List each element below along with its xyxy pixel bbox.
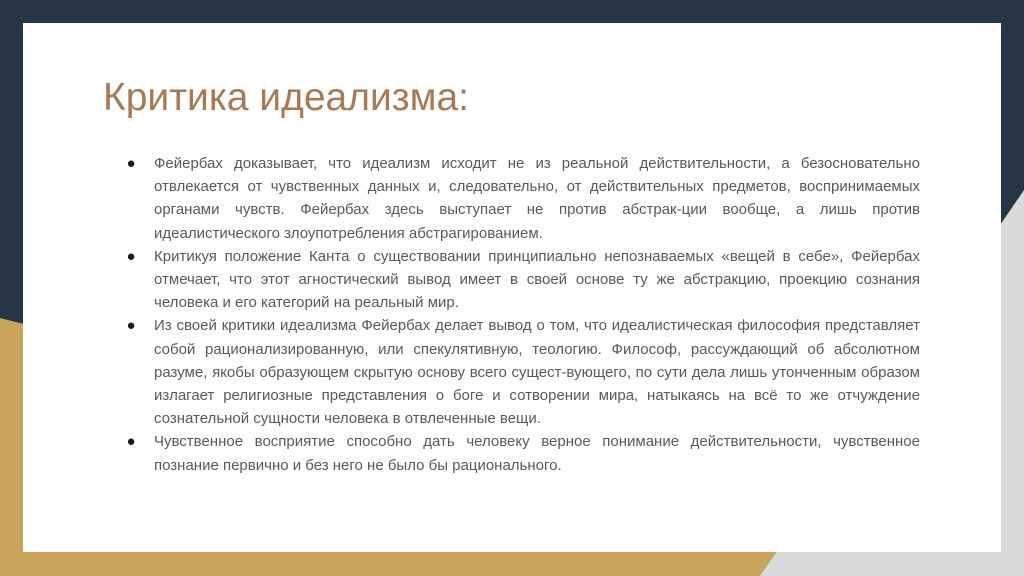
bullet-text: Критикуя положение Канта о существовании принципиально непознаваемых «вещей в себе», Фейербах отмечает, что этот агностический вывод имеет в своей основе ту же абстракцию, проекцию сознания человека и его категорий на реальный мир. (154, 247, 920, 312)
bullet-text: Из своей критики идеализма Фейербах делает вывод о том, что идеалистическая философия представляет собой рационализированную, или спекулятивную, теологию. Философ, рассуждающий об абсолютном разуме, якобы образующем скрытую основу всего сущест-вующего, по сути дела лишь утонченным образом излагает религиозные представления о боге и сотворении мира, натыкаясь на всё то же отчуждение сознательной сущности человека в отвлеченные вещи. (154, 317, 920, 428)
slide-card (23, 23, 1001, 552)
bullet-text: Фейербах доказывает, что идеализм исходит не из реальной действительности, а безосновательно отвлекается от чувственных данных и, следовательно, от действительных предметов, воспринимаемых органами чувств. Фейербах здесь выступает не против абстрак-ции вообще, а лишь против идеалистического злоупотребления абстрагированием. (154, 155, 920, 242)
slide-title: Критика идеализма: (103, 76, 469, 119)
bullet-text: Чувственное восприятие способно дать человеку верное понимание действительности, чувственное познание первично и без него не было бы рационального. (154, 433, 920, 474)
bullet-dot-icon: ● (126, 155, 136, 172)
bullet-dot-icon: ● (126, 247, 136, 265)
bullet-item (126, 152, 920, 245)
bullet-dot-icon: ● (126, 317, 136, 335)
bullet-list (126, 152, 920, 477)
bullet-item (126, 245, 920, 315)
bullet-item (126, 430, 920, 476)
bullet-item (126, 314, 920, 430)
bullet-dot-icon: ● (126, 433, 136, 451)
